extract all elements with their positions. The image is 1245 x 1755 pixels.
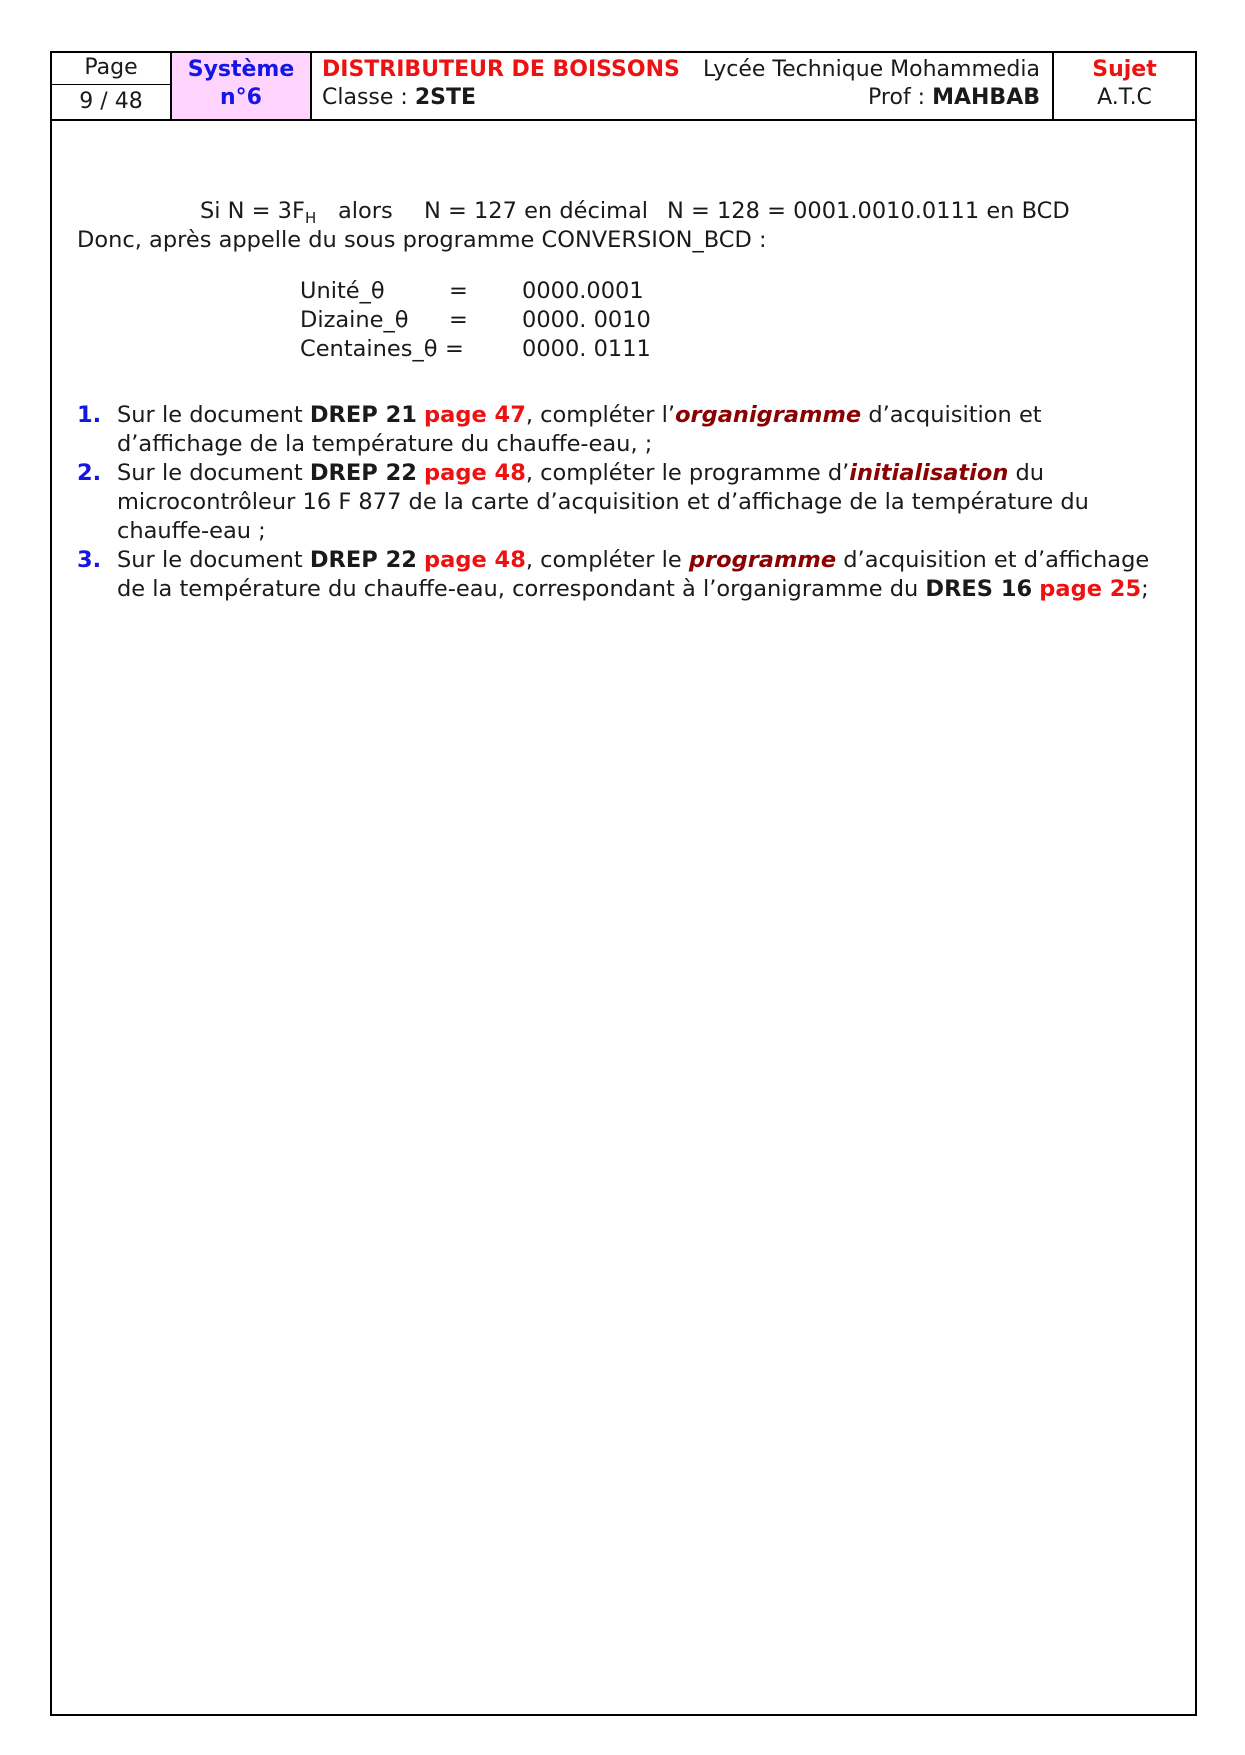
title-cell bbox=[312, 53, 1054, 119]
si-prefix: Si N = 3F bbox=[200, 198, 305, 224]
school-name: Lycée Technique Mohammedia bbox=[702, 57, 1040, 82]
question-text bbox=[417, 547, 424, 573]
prof-value: MAHBAB bbox=[932, 85, 1040, 110]
conv-name-centaines: Centaines_θ bbox=[300, 336, 438, 362]
subject-value: A.T.C bbox=[1097, 85, 1152, 110]
conv-eq-unite: = bbox=[449, 278, 468, 304]
si-subscript: H bbox=[304, 209, 317, 227]
intro-alors: alors bbox=[338, 198, 393, 224]
question-text: d’acquisition et d’affichage de la température du chauffe-eau, correspondant à l’organigramme du bbox=[117, 547, 1150, 602]
intro-bcd: N = 128 = 0001.0010.0111 en BCD bbox=[667, 198, 1070, 224]
question-text: Sur le document bbox=[117, 547, 310, 573]
page-link[interactable]: page 48 bbox=[424, 460, 526, 486]
page-cell bbox=[52, 53, 172, 119]
header-table bbox=[52, 53, 1195, 121]
doc-reference: DREP 21 bbox=[309, 402, 417, 428]
question-text: , compléter le bbox=[525, 547, 689, 573]
questions-list bbox=[52, 401, 1195, 604]
question-text: Sur le document bbox=[117, 402, 310, 428]
question-text: du microcontrôleur 16 F 877 de la carte d’acquisition et d’affichage de la température du chauffe-eau ; bbox=[117, 460, 1089, 544]
subject-cell bbox=[1054, 53, 1195, 119]
keyword: programme bbox=[688, 547, 837, 573]
question-number: 3. bbox=[77, 547, 102, 573]
system-cell bbox=[172, 53, 312, 119]
question-text: Sur le document bbox=[117, 460, 310, 486]
conv-value-centaines: 0000. 0111 bbox=[522, 336, 651, 362]
conv-name-unite: Unité_θ bbox=[300, 278, 385, 304]
intro-donc: Donc, après appelle du sous programme CONVERSION_BCD : bbox=[77, 227, 767, 253]
doc-reference: DRES 16 bbox=[925, 576, 1033, 602]
question-text bbox=[417, 402, 424, 428]
intro-decimal: N = 127 en décimal bbox=[424, 198, 649, 224]
page-label: Page bbox=[84, 55, 138, 80]
document-title: DISTRIBUTEUR DE BOISSONS bbox=[322, 57, 680, 82]
keyword: initialisation bbox=[849, 460, 1009, 486]
list-item bbox=[52, 546, 1195, 604]
doc-reference: DREP 22 bbox=[309, 460, 417, 486]
conv-value-unite: 0000.0001 bbox=[522, 278, 644, 304]
list-item bbox=[52, 459, 1195, 546]
page-link[interactable]: page 48 bbox=[424, 547, 526, 573]
question-number: 2. bbox=[77, 460, 102, 486]
question-text: , compléter le programme d’ bbox=[525, 460, 850, 486]
question-text bbox=[417, 460, 424, 486]
page-frame bbox=[50, 51, 1197, 1716]
page-link[interactable]: page 25 bbox=[1039, 576, 1142, 602]
doc-reference: DREP 22 bbox=[309, 547, 417, 573]
keyword: organigramme bbox=[675, 402, 862, 428]
page-number: 9 / 48 bbox=[79, 89, 143, 114]
page-divider bbox=[52, 84, 170, 85]
conv-eq-dizaine: = bbox=[449, 307, 468, 333]
system-label: Système bbox=[187, 57, 295, 82]
conv-name-dizaine: Dizaine_θ bbox=[300, 307, 409, 333]
intro-line-1 bbox=[200, 197, 316, 226]
class-info bbox=[322, 85, 476, 110]
conv-value-dizaine: 0000. 0010 bbox=[522, 307, 651, 333]
system-number: n°6 bbox=[220, 85, 262, 110]
prof-info bbox=[868, 85, 1040, 110]
class-label: Classe : bbox=[322, 85, 415, 110]
question-text: d’acquisition et d’affichage de la température du chauffe-eau, ; bbox=[117, 402, 1042, 457]
list-item bbox=[52, 401, 1195, 459]
conv-eq-centaines: = bbox=[445, 336, 464, 362]
class-value: 2STE bbox=[414, 85, 476, 110]
page-link[interactable]: page 47 bbox=[424, 402, 526, 428]
question-number: 1. bbox=[77, 402, 102, 428]
prof-label: Prof : bbox=[868, 85, 933, 110]
question-text: , compléter l’ bbox=[525, 402, 676, 428]
question-text: ; bbox=[1141, 576, 1149, 602]
subject-label: Sujet bbox=[1092, 57, 1157, 82]
